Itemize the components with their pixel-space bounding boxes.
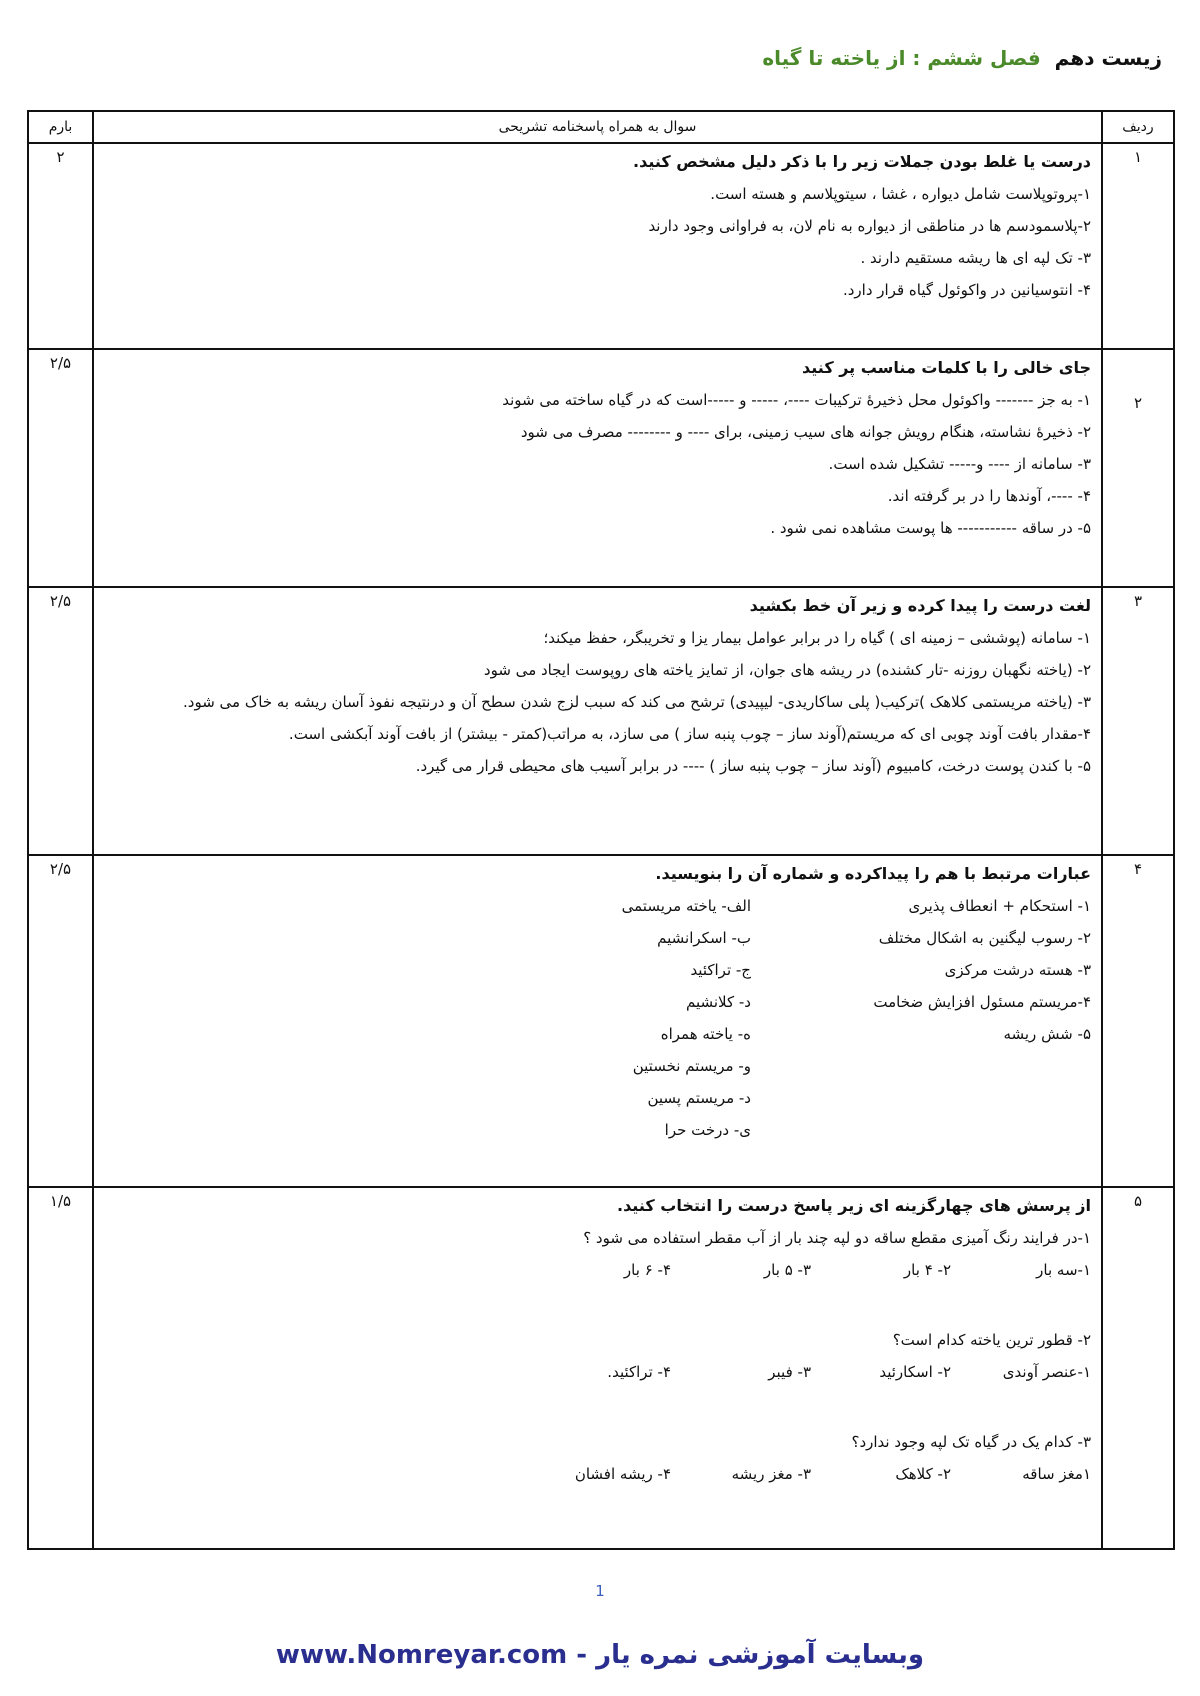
chapter-title: فصل ششم : از یاخته تا گیاه xyxy=(762,46,1041,70)
matching-option: الف- یاخته مریستمی xyxy=(621,897,751,915)
mcq-option: ۱مغز ساقه xyxy=(1022,1465,1091,1483)
matching-option: د- مریستم پسین xyxy=(647,1089,751,1107)
mcq-option: ۳- فیبر xyxy=(768,1363,811,1381)
question-line: ۳- (یاخته مریستمی کلاهک )ترکیب( پلی ساکاریدی- لیپیدی) ترشح می کند که سبب لزج شدن سطح آن و درنتیجه نفوذ آسان ریشه به خاک می شود. xyxy=(183,693,1091,711)
question-line: ۱- به جز ------- واکوئول محل ذخیرۀ ترکیبات ----، ----- و -----است که در گیاه ساخته می شوند xyxy=(502,391,1091,409)
page-header xyxy=(38,38,1162,78)
question-title: عبارات مرتبط با هم را پیداکرده و شماره آن را بنویسید. xyxy=(655,864,1091,883)
matching-item: ۵- شش ریشه xyxy=(1003,1025,1091,1043)
question-number: ۳ xyxy=(1133,592,1143,610)
footer-website[interactable]: وبسایت آموزشی نمره یار - www.Nomreyar.com xyxy=(275,1640,925,1670)
question-title: از پرسش های چهارگزینه ای زیر پاسخ درست را انتخاب کنید. xyxy=(616,1196,1091,1215)
mcq-option: ۲- اسکارئید xyxy=(879,1363,951,1381)
matching-option: ب- اسکرانشیم xyxy=(657,929,751,947)
mcq-option: ۳- ۵ بار xyxy=(763,1261,811,1279)
question-line: ۲- (یاخته نگهبان روزنه -تار کشنده) در ریشه های جوان، از تمایز یاخته های روپوست ایجاد می شود xyxy=(483,661,1091,679)
page-number: 1 xyxy=(595,1582,605,1600)
mcq-option: ۳- مغز ریشه xyxy=(731,1465,811,1483)
mcq-option: ۲- کلاهک xyxy=(895,1465,951,1483)
matching-option: و- مریستم نخستین xyxy=(632,1057,751,1075)
mcq-options xyxy=(104,1356,1091,1388)
question-line: ۲-پلاسمودسم ها در مناطقی از دیواره به نام لان، به فراوانی وجود دارند xyxy=(648,217,1091,235)
question-score: ۲/۵ xyxy=(49,354,72,372)
exam-table xyxy=(27,110,1175,1550)
question-line: ۴-مقدار بافت آوند چوبی ای که مریستم(آوند ساز – چوب پنبه ساز ) می سازد، به مراتب(کمتر - بیشتر) از بافت آوند آبکشی است. xyxy=(288,725,1091,743)
matching-item: ۳- هسته درشت مرکزی xyxy=(944,961,1091,979)
question-number: ۲ xyxy=(1133,394,1143,412)
matching-item: ۲- رسوب لیگنین به اشکال مختلف xyxy=(878,929,1091,947)
question-score: ۲/۵ xyxy=(49,860,72,878)
mcq-question: ۳- کدام یک در گیاه تک لپه وجود ندارد؟ xyxy=(851,1433,1091,1451)
question-score: ۲ xyxy=(56,148,65,166)
question-number: ۵ xyxy=(1133,1192,1143,1210)
matching-item: ۴-مریستم مسئول افزایش ضخامت xyxy=(873,993,1091,1011)
question-3 xyxy=(94,586,1101,782)
mcq-options xyxy=(104,1458,1091,1490)
mcq-option: ۴- ۶ بار xyxy=(623,1261,671,1279)
question-1 xyxy=(94,142,1101,306)
subject-title: زیست دهم xyxy=(1054,46,1162,70)
question-score: ۱/۵ xyxy=(49,1192,72,1210)
mcq-question: ۱-در فرایند رنگ آمیزی مقطع ساقه دو لپه چند بار از آب مقطر استفاده می شود ؟ xyxy=(583,1229,1091,1247)
mcq-option: ۴- ریشه افشان xyxy=(574,1465,671,1483)
question-number: ۱ xyxy=(1133,148,1143,166)
question-title: لغت درست را پیدا کرده و زیر آن خط بکشید xyxy=(749,596,1091,615)
question-5 xyxy=(94,1186,1101,1490)
mcq-option: ۱-عنصر آوندی xyxy=(1002,1363,1091,1381)
question-title: جای خالی را با کلمات مناسب پر کنید xyxy=(802,358,1091,377)
question-line: ۵- با کندن پوست درخت، کامبیوم (آوند ساز – چوب پنبه ساز ) ---- در برابر آسیب های محیطی قرار می گیرد. xyxy=(415,757,1091,775)
question-number: ۴ xyxy=(1133,860,1143,878)
matching-left-column xyxy=(451,890,751,1146)
question-line: ۱-پروتوپلاست شامل دیواره ، غشا ، سیتوپلاسم و هسته است. xyxy=(710,185,1091,203)
matching-right-column xyxy=(751,890,1091,1146)
question-score: ۲/۵ xyxy=(49,592,72,610)
column-header-score: بارم xyxy=(48,119,73,135)
column-header-number: ردیف xyxy=(1122,119,1154,135)
question-line: ۴- ----، آوندها را در بر گرفته اند. xyxy=(887,487,1091,505)
question-line: ۱- سامانه (پوششی – زمینه ای ) گیاه را در برابر عوامل بیمار یزا و تخریبگر، حفظ میکند؛ xyxy=(543,629,1091,647)
column-header-question: سوال به همراه پاسخنامه تشریحی xyxy=(498,119,697,135)
mcq-question: ۲- قطور ترین یاخته کدام است؟ xyxy=(892,1331,1091,1349)
question-2 xyxy=(94,348,1101,544)
mcq-options xyxy=(104,1254,1091,1286)
mcq-option: ۱-سه بار xyxy=(1036,1261,1091,1279)
question-line: ۳- تک لپه ای ها ریشه مستقیم دارند . xyxy=(860,249,1091,267)
matching-option: ه- یاخته همراه xyxy=(660,1025,751,1043)
mcq-option: ۲- ۴ بار xyxy=(903,1261,951,1279)
matching-option: ی- درخت حرا xyxy=(664,1121,751,1139)
matching-option: د- کلانشیم xyxy=(685,993,751,1011)
question-line: ۵- در ساقه ----------- ها پوست مشاهده نمی شود . xyxy=(770,519,1091,537)
matching-item: ۱- استحکام + انعطاف پذیری xyxy=(908,897,1091,915)
question-line: ۲- ذخیرۀ نشاسته، هنگام رویش جوانه های سیب زمینی، برای ---- و -------- مصرف می شود xyxy=(520,423,1091,441)
question-line: ۳- سامانه از ---- و----- تشکیل شده است. xyxy=(828,455,1091,473)
matching-option: ج- تراکئید xyxy=(690,961,751,979)
matching-columns xyxy=(104,890,1091,1146)
question-line: ۴- انتوسیانین در واکوئول گیاه قرار دارد. xyxy=(842,281,1091,299)
question-4 xyxy=(94,854,1101,1146)
question-title: درست یا غلط بودن جملات زیر را با ذکر دلیل مشخص کنید. xyxy=(633,152,1091,171)
mcq-option: ۴- تراکئید. xyxy=(607,1363,671,1381)
